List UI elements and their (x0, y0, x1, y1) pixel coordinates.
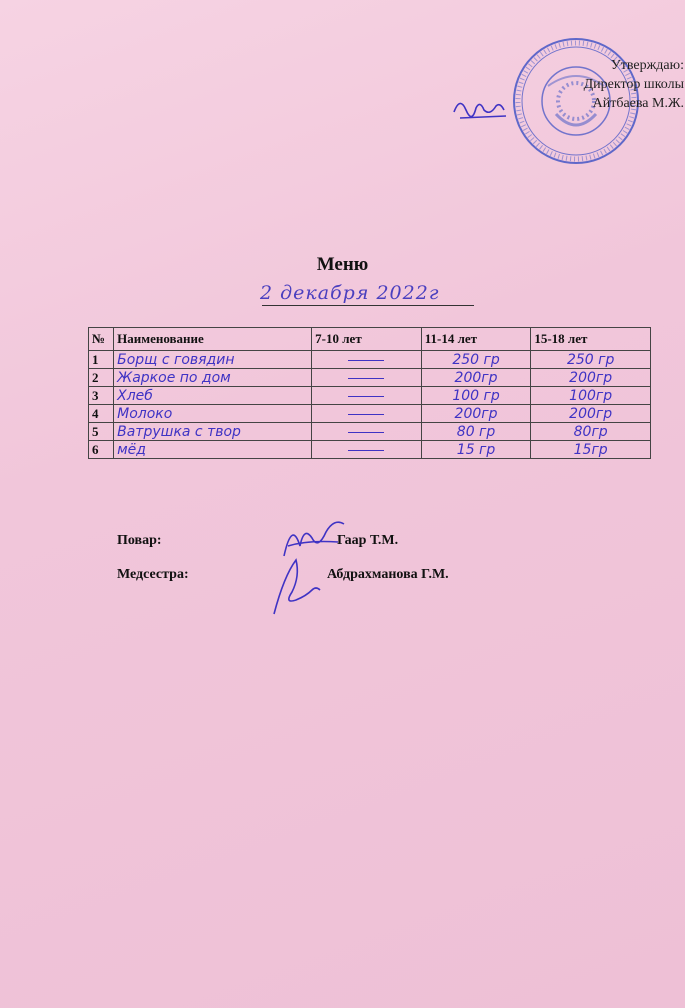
table-row (89, 423, 651, 441)
row-number: 2 (89, 369, 114, 387)
row-number: 4 (89, 405, 114, 423)
approval-person: Айтбаева М.Ж. (592, 96, 684, 111)
portion-11-14: 200гр (421, 369, 531, 387)
menu-table (88, 327, 651, 459)
header-name: Наименование (114, 328, 312, 351)
row-number: 5 (89, 423, 114, 441)
nurse-signature (266, 556, 324, 618)
table-row (89, 441, 651, 459)
date-underline (262, 305, 474, 306)
dish-name: Ватрушка с твор (114, 423, 312, 441)
dish-name: Жаркое по дом (114, 369, 312, 387)
director-signature (450, 94, 510, 124)
table-row (89, 351, 651, 369)
document-title: Меню (316, 254, 369, 275)
portion-15-18: 200гр (531, 369, 651, 387)
dish-name: Молоко (114, 405, 312, 423)
portion-15-18: 15гр (531, 441, 651, 459)
portion-7-10 (312, 387, 422, 405)
portion-11-14: 200гр (421, 405, 531, 423)
approval-block (524, 56, 684, 113)
row-number: 6 (89, 441, 114, 459)
portion-11-14: 250 гр (421, 351, 531, 369)
portion-11-14: 80 гр (421, 423, 531, 441)
table-row (89, 369, 651, 387)
portion-15-18: 200гр (531, 405, 651, 423)
row-number: 1 (89, 351, 114, 369)
row-number: 3 (89, 387, 114, 405)
table-header-row (89, 328, 651, 351)
portion-15-18: 250 гр (531, 351, 651, 369)
header-age-11-14: 11-14 лет (421, 328, 531, 351)
cook-label: Повар: (117, 533, 162, 548)
cook-name: Гаар Т.М. (337, 533, 399, 548)
nurse-name: Абдрахманова Г.М. (327, 567, 449, 582)
dish-name: Хлеб (114, 387, 312, 405)
portion-7-10 (312, 441, 422, 459)
header-age-15-18: 15-18 лет (531, 328, 651, 351)
table-row (89, 405, 651, 423)
portion-7-10 (312, 423, 422, 441)
portion-7-10 (312, 369, 422, 387)
portion-7-10 (312, 351, 422, 369)
approval-label: Утверждаю: (610, 58, 684, 73)
header-age-7-10: 7-10 лет (312, 328, 422, 351)
header-number: № (89, 328, 114, 351)
nurse-label: Медсестра: (117, 567, 189, 582)
table-row (89, 387, 651, 405)
portion-15-18: 80гр (531, 423, 651, 441)
menu-date: 2 декабря 2022г (260, 282, 440, 304)
dish-name: Борщ с говядин (114, 351, 312, 369)
portion-15-18: 100гр (531, 387, 651, 405)
portion-11-14: 100 гр (421, 387, 531, 405)
portion-7-10 (312, 405, 422, 423)
portion-11-14: 15 гр (421, 441, 531, 459)
approval-position: Директор школы (583, 77, 684, 92)
dish-name: мёд (114, 441, 312, 459)
